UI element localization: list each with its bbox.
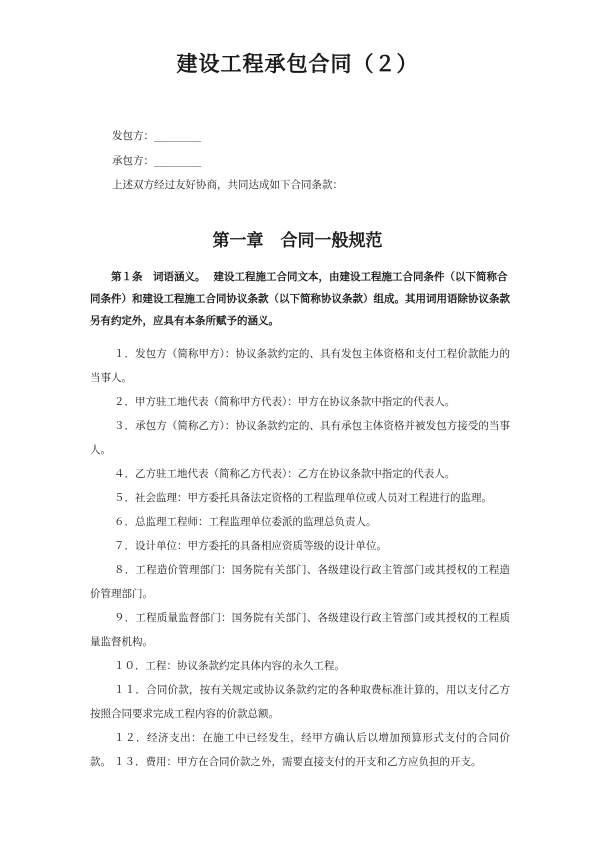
definition-item: ５．社会监理：甲方委托具备法定资格的工程监理单位或人员对工程进行的监理。 [114,492,492,504]
document-title: 建设工程承包合同（２） [176,51,419,76]
article-1 [90,266,510,332]
party-a-line: 发包方：_________ [112,130,202,142]
definition-item: １２．经济支出：在施工中已经发生，经甲方确认后以增加预算形式支付的合同价款。 [90,732,510,768]
party-b-line: 承包方：_________ [112,155,202,167]
article-1-text: 建设工程施工合同文本，由建设工程施工合同条件（以下简称合同条件）和建设工程施工合同协议条款（以下简称协议条款）组成。其用词用语除协议条款另有约定外，应具有本条所赋予的涵义。 [90,271,510,327]
definition-item: ６．总监理工程师：工程监理单位委派的监理总负责人。 [114,516,377,528]
definition-item: ２．甲方驻工地代表（简称甲方代表）：甲方在协议条款中指定的代表人。 [114,396,456,408]
definition-item: ７．设计单位：甲方委托的具备相应资质等级的设计单位。 [114,540,387,552]
definition-item: １３．费用：甲方在合同价款之外，需要直接支付的开支和乙方应负担的开支。 [114,756,482,768]
agreement-statement: 上述双方经过友好协商，共同达成如下合同条款： [112,179,343,191]
definition-item: ３．承包方（简称乙方）：协议条款约定的、具有承包主体资格并被发包方接受的当事人。 [90,420,510,456]
definition-item: ８．工程造价管理部门：国务院有关部门、各级建设行政主管部门或其授权的工程造价管理部门。 [90,564,510,600]
chapter-heading: 第一章 合同一般规范 [212,231,383,251]
definition-item: １．发包方（简称甲方）：协议条款约定的、具有发包主体资格和支付工程价款能力的当事人。 [90,348,510,384]
definition-item: １１．合同价款，按有关规定或协议条款约定的各种取费标准计算的，用以支付乙方按照合同要求完成工程内容的价款总额。 [90,684,510,720]
definition-item: ４．乙方驻工地代表（简称乙方代表）：乙方在协议条款中指定的代表人。 [114,468,456,480]
definition-item: ９．工程质量监督部门：国务院有关部门、各级建设行政主管部门或其授权的工程质量监督机构。 [90,612,510,648]
definition-item: １０．工程：协议条款约定具体内容的永久工程。 [114,660,345,672]
article-1-lead: 第１条 词语涵义。 [111,271,206,283]
